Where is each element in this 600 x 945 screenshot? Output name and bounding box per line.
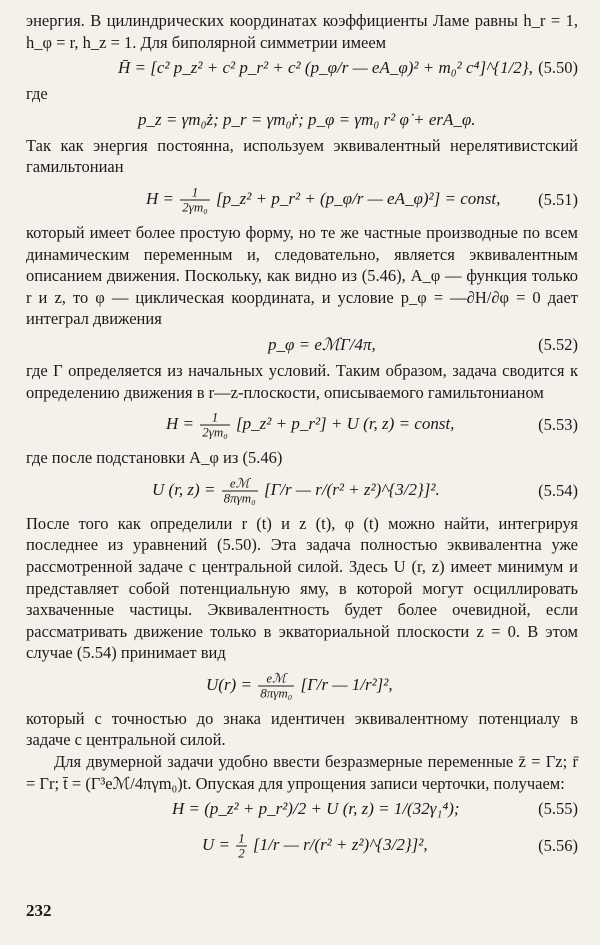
equation-5-50-number: (5.50)	[538, 58, 578, 78]
page-number: 232	[26, 901, 52, 920]
equation-5-56-fraction	[236, 832, 247, 861]
equation-5-51-body: [p_z² + p_r² + (p_φ/r — eA_φ)²] = const,	[216, 188, 501, 208]
momenta-equation	[26, 105, 578, 135]
equation-5-51	[26, 178, 578, 222]
equation-5-55-body: H = (p_z² + p_r²)/2 + U (r, z) = 1/(32γ₁⁴);	[172, 799, 460, 819]
equation-5-56-denominator: 2	[238, 845, 245, 861]
paragraph-1: энергия. В цилиндрических координатах коэффициенты Ламе равны h_r = 1, h_φ = r, h_z = 1. Для биполярной симметрии имеем	[26, 11, 578, 52]
equation-u-of-r-numerator: eℳ	[258, 671, 294, 686]
equation-u-of-r	[26, 664, 578, 708]
equation-5-51-number: (5.51)	[538, 189, 578, 209]
equation-u-of-r-denominator: 8πγm₀	[260, 685, 293, 701]
equation-5-51-expression	[146, 185, 500, 214]
equation-5-54-denominator: 8πγm₀	[223, 490, 256, 506]
momenta-equation-body: p_z = γm₀ż; p_r = γm₀ṙ; p_φ = γm₀ r² φ̇ + erA_φ.	[138, 109, 476, 129]
equation-5-51-numerator: 1	[180, 185, 210, 200]
equation-u-of-r-lhs: U(r) =	[206, 674, 252, 694]
paragraph-4: который имеет более простую форму, но те же частные производные по всем динамическим переменным и, следовательно, является эквивалентным описанием движения. Поскольку, как видно из (5.46), A_φ — функция только r и z, то φ — циклическая координата, и условие p_φ = —∂H/∂φ = 0 дает интеграл движения	[26, 222, 578, 329]
equation-5-53-body: [p_z² + p_r²] + U (r, z) = const,	[236, 414, 455, 434]
equation-u-of-r-body: [Γ/r — 1/r²]²,	[300, 674, 393, 694]
equation-5-52	[26, 330, 578, 360]
equation-5-53-expression	[166, 411, 454, 440]
equation-5-54-body: [Γ/r — r/(r² + z²)^{3/2}]².	[263, 479, 440, 499]
paragraph-9: Для двумерной задачи удобно ввести безразмерные переменные z̄ = Γz; r̄ = Γr; t̄ = (Γ³eℳ/4πγm₀)t. Опуская для упрощения записи черточки, получаем:	[26, 752, 578, 793]
equation-5-51-denominator: 2γm₀	[182, 199, 208, 215]
equation-5-51-fraction	[180, 185, 210, 214]
equation-5-53-lhs: H =	[166, 414, 194, 434]
equation-5-53	[26, 403, 578, 447]
equation-5-50-body: H̄ = [c² p_z² + c² p_r² + c² (p_φ/r — eA_φ)² + m₀² c⁴]^{1/2},	[118, 58, 533, 78]
equation-5-50	[26, 53, 578, 83]
equation-5-53-numerator: 1	[200, 411, 230, 426]
equation-5-54-numerator: eℳ	[222, 476, 258, 491]
equation-u-of-r-fraction	[258, 671, 294, 700]
paragraph-7: После того как определили r (t) и z (t), φ (t) можно найти, интегрируя последнее из уравнений (5.50). Эта задача полностью эквивалентна уже рассмотренной задаче с центральной силой. Здесь U (r, z) имеет минимум и представляет собой потенциальную яму, в которой могут осциллировать захваченные частицы. Эквивалентность будет более очевидной, если рассматривать движение только в экваториальной плоскости z = 0. В этом случае (5.54) принимает вид	[26, 513, 578, 663]
paragraph-3: Так как энергия постоянна, используем эквивалентный нерелятивистский гамильтониан	[26, 135, 578, 177]
equation-5-56-number: (5.56)	[538, 836, 578, 856]
equation-5-52-body: p_φ = eℳΓ/4π,	[268, 334, 376, 354]
equation-5-56	[26, 824, 578, 868]
equation-5-53-fraction	[200, 411, 230, 440]
equation-5-53-denominator: 2γm₀	[202, 424, 228, 440]
equation-5-52-number: (5.52)	[538, 334, 578, 354]
paragraph-5: где Γ определяется из начальных условий. Таким образом, задача сводится к определению движения в r—z-плоскости, описываемого гамильтонианом	[26, 360, 578, 402]
equation-5-56-expression	[202, 832, 428, 861]
equation-5-54-lhs: U (r, z) =	[152, 479, 216, 499]
equation-5-56-lhs: U =	[202, 835, 230, 855]
paragraph-8: который с точностью до знака идентичен эквивалентному потенциалу в задаче с центральной силой.	[26, 708, 578, 750]
equation-5-55	[26, 794, 578, 824]
equation-5-54-fraction	[222, 476, 258, 505]
equation-5-54-expression	[152, 476, 440, 505]
equation-5-56-body: [1/r — r/(r² + z²)^{3/2}]²,	[253, 835, 428, 855]
equation-5-53-number: (5.53)	[538, 415, 578, 435]
equation-5-56-numerator: 1	[238, 830, 245, 846]
equation-5-54	[26, 469, 578, 513]
paragraph-6: где после подстановки A_φ из (5.46)	[26, 448, 283, 468]
equation-5-51-lhs: H =	[146, 188, 174, 208]
equation-5-54-number: (5.54)	[538, 480, 578, 500]
equation-u-of-r-expression	[206, 671, 393, 700]
equation-5-55-number: (5.55)	[538, 799, 578, 819]
paragraph-2: где	[26, 84, 48, 104]
